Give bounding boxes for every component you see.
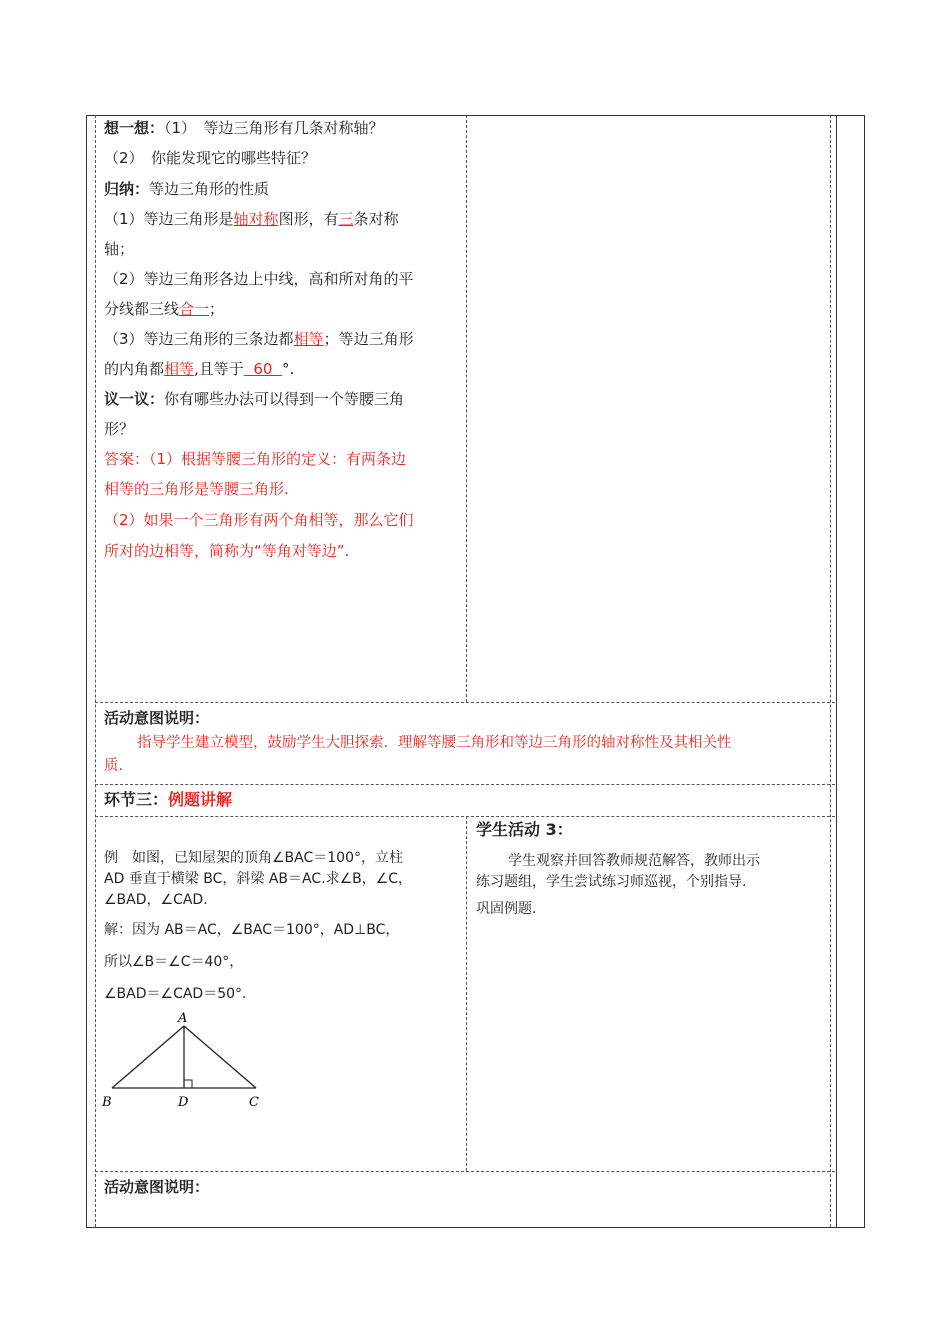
p3-text-h: °. <box>281 360 295 378</box>
p3-answer-equal-sides: 相等 <box>293 330 324 348</box>
p3-text-d: 的内角都 <box>104 360 165 378</box>
intent-1-line-2: 质. <box>104 758 124 774</box>
p1-text-e: 条对称 <box>353 210 399 228</box>
solution-line-1: 解：因为 AB＝AC，∠BAC＝100°，AD⊥BC， <box>104 922 400 938</box>
intent-1-line-1: 指导学生建立模型，鼓励学生大胆探索．理解等腰三角形和等边三角形的轴对称性及其相关性 <box>137 735 732 751</box>
label-a: A <box>178 1011 188 1026</box>
p1-answer-axis: 轴对称 <box>233 210 279 228</box>
property-2-line-2 <box>104 294 224 324</box>
p2-answer-merge: 合一 <box>179 300 210 318</box>
label-d: D <box>178 1095 189 1110</box>
label-b: B <box>102 1095 112 1110</box>
right-angle-mark <box>184 1080 192 1088</box>
p3-answer-equal-angles: 相等 <box>164 360 195 378</box>
property-1-line-1 <box>104 204 399 234</box>
think-q2: （2） 你能发现它的哪些特征？ <box>104 149 317 167</box>
p3-text-a: （3）等边三角形的三条边都 <box>104 330 294 348</box>
property-3-line-1 <box>104 324 414 354</box>
answer-line-1: 答案：（1）根据等腰三角形的定义：有两条边 <box>104 450 407 468</box>
think-q1: （1） 等边三角形有几条对称轴？ <box>164 119 384 137</box>
col-divider-2 <box>466 816 467 1171</box>
answer-line-4: 所对的边相等，简称为“等角对等边”. <box>104 542 350 560</box>
row-divider-3 <box>95 816 835 817</box>
label-c: C <box>249 1095 259 1110</box>
p1-text-a: （1）等边三角形是 <box>104 210 234 228</box>
p3-text-c: ；等边三角形 <box>323 330 414 348</box>
table-bottom-border <box>86 1227 864 1228</box>
discuss-line-2: 形？ <box>104 420 135 438</box>
summary-line <box>104 174 269 204</box>
table-right-border <box>864 115 865 1228</box>
summary-label: 归纳： <box>104 180 150 198</box>
answer-line-2: 相等的三角形是等腰三角形. <box>104 480 289 498</box>
triangle-figure <box>98 1008 268 1112</box>
discuss-line-1 <box>104 384 404 414</box>
side-ac <box>184 1026 256 1088</box>
p3-text-f: ,且等于 <box>194 360 244 378</box>
property-1-line-2: 轴； <box>104 240 135 258</box>
summary-title: 等边三角形的性质 <box>149 180 270 198</box>
inner-left-dashed <box>95 115 96 1227</box>
discuss-label: 议一议： <box>104 390 165 408</box>
p1-answer-three: 三 <box>338 210 354 228</box>
intent-2-label: 活动意图说明： <box>104 1178 210 1196</box>
property-3-line-2 <box>104 354 294 384</box>
stage-3-title: 例题讲解 <box>168 790 233 809</box>
discuss-q1: 你有哪些办法可以得到一个等腰三角 <box>164 390 405 408</box>
p3-answer-sixty: 60 <box>243 360 282 378</box>
inner-right-dashed <box>830 115 831 1227</box>
student-line-1: 学生观察并回答教师规范解答，教师出示 <box>508 853 760 869</box>
answer-line-3: （2）如果一个三角形有两个角相等，那么它们 <box>104 511 414 529</box>
example-line-1: 例 如图，已知屋架的顶角∠BAC＝100°，立柱 <box>104 850 403 866</box>
table-inner-right-border <box>836 115 837 1228</box>
property-2-line-1: （2）等边三角形各边上中线，高和所对角的平 <box>104 270 414 288</box>
example-line-3: ∠BAD，∠CAD. <box>104 892 208 908</box>
table-left-border <box>86 115 87 1228</box>
example-line-2: AD 垂直于横梁 BC，斜梁 AB＝AC.求∠B，∠C， <box>104 871 413 887</box>
p1-text-c: 图形，有 <box>278 210 339 228</box>
intent-1-label: 活动意图说明： <box>104 709 210 727</box>
think-label: 想一想： <box>104 119 165 137</box>
think-line-1 <box>104 113 384 143</box>
col-divider-1 <box>466 115 467 702</box>
p2-text-b: 分线都三线 <box>104 300 180 318</box>
stage-3-header <box>104 785 232 815</box>
side-ab <box>112 1026 184 1088</box>
stage-3-label: 环节三： <box>104 790 169 809</box>
solution-line-3: ∠BAD＝∠CAD＝50°. <box>104 986 247 1002</box>
solution-line-2: 所以∠B＝∠C＝40°， <box>104 954 244 970</box>
student-activity-title: 学生活动 3： <box>476 820 573 839</box>
p2-text-d: ； <box>209 300 225 318</box>
student-line-3: 巩固例题. <box>476 901 537 917</box>
student-line-2: 练习题组，学生尝试练习师巡视，个别指导. <box>476 874 747 890</box>
